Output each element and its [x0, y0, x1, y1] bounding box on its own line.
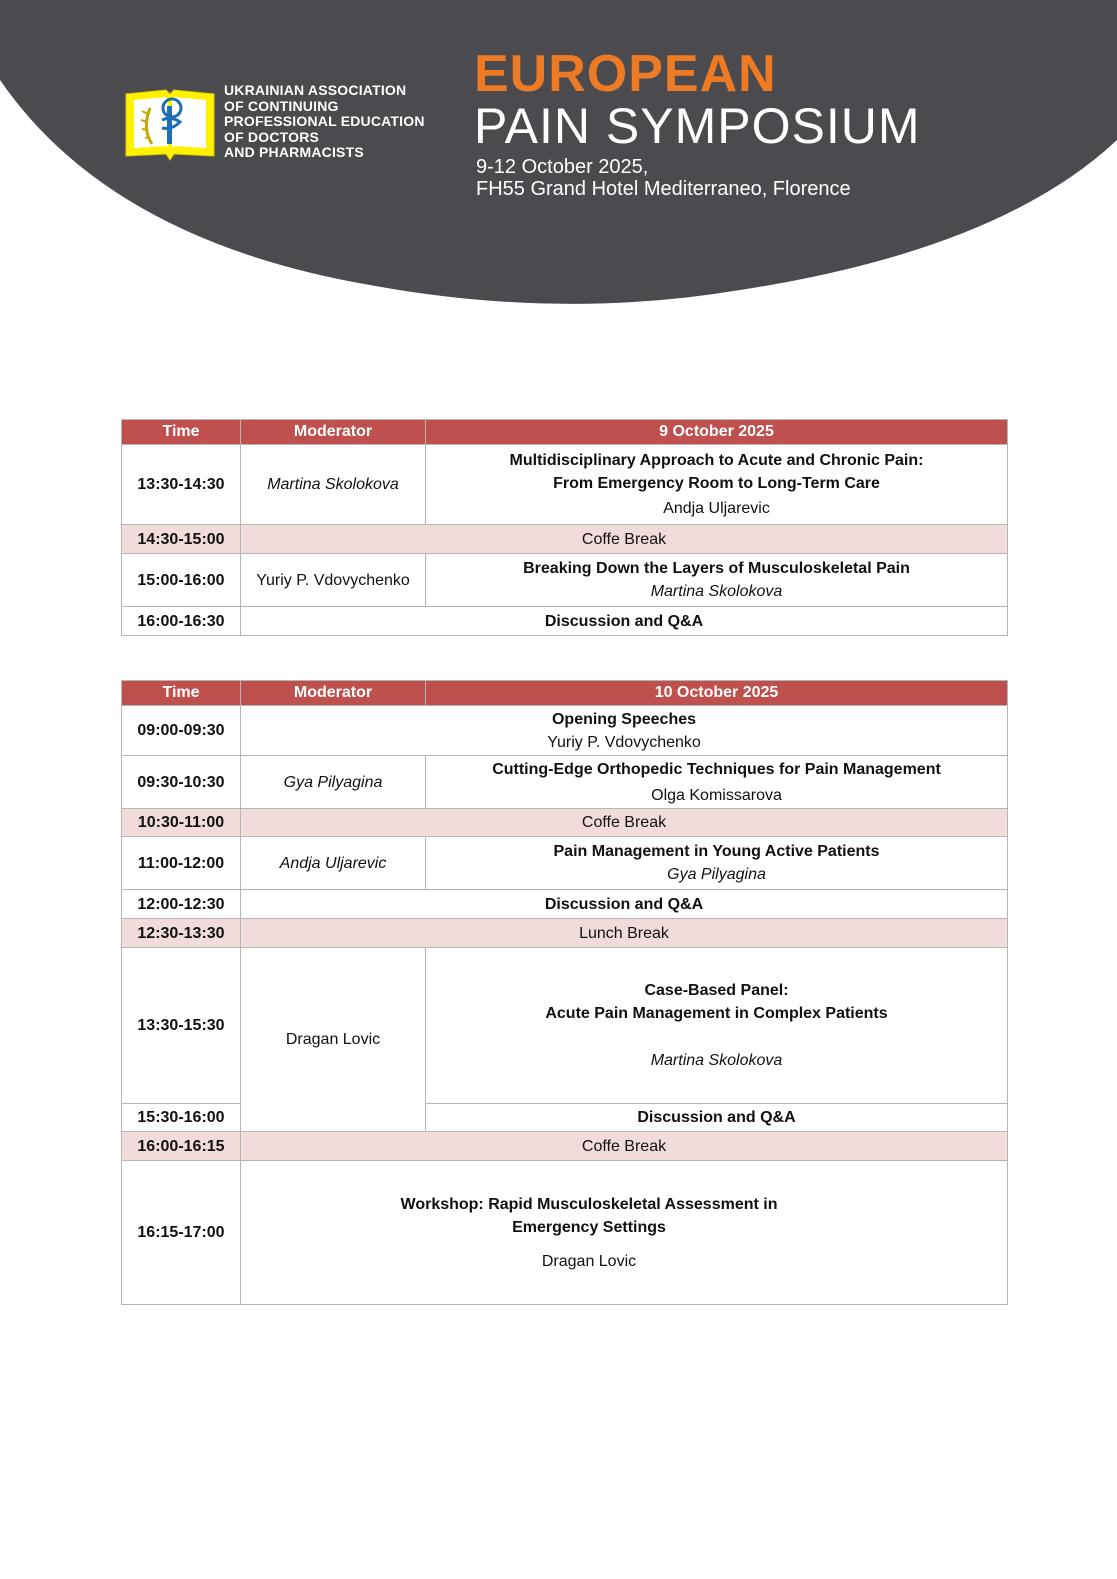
time-cell: 09:00-09:30	[122, 706, 241, 756]
session-title: Acute Pain Management in Complex Patients	[545, 1005, 888, 1022]
break-label: Coffe Break	[241, 1132, 1008, 1161]
session-title: From Emergency Room to Long-Term Care	[553, 475, 880, 492]
time-cell: 09:30-10:30	[122, 756, 241, 809]
session-title: Workshop: Rapid Musculoskeletal Assessment in	[400, 1195, 778, 1213]
time-cell: 12:30-13:30	[122, 919, 241, 948]
association-logo	[122, 84, 218, 162]
moderator-cell: Martina Skolokova	[241, 445, 426, 525]
table-row	[122, 1161, 1008, 1305]
session-title: Case-Based Panel:	[644, 982, 789, 999]
org-line: AND PHARMACISTS	[224, 144, 364, 160]
moderator-cell: Yuriy P. Vdovychenko	[241, 554, 426, 607]
time-cell: 15:30-16:00	[122, 1104, 241, 1132]
speaker-name: Andja Uljarevic	[663, 500, 770, 517]
break-row	[122, 525, 1008, 554]
table-row	[122, 607, 1008, 636]
time-cell: 16:00-16:15	[122, 1132, 241, 1161]
session-title: Pain Management in Young Active Patients	[553, 843, 880, 860]
moderator-cell: Gya Pilyagina	[241, 756, 426, 809]
speaker-name: Martina Skolokova	[650, 583, 783, 600]
speaker-name: Yuriy P. Vdovychenko	[547, 733, 701, 751]
table-row	[122, 948, 1008, 1104]
break-label: Lunch Break	[241, 919, 1008, 948]
break-row	[122, 1132, 1008, 1161]
event-title-european: EUROPEAN	[474, 45, 777, 103]
session-title: Emergency Settings	[512, 1218, 666, 1236]
break-row	[122, 809, 1008, 837]
event-dates: 9-12 October 2025,	[476, 156, 649, 178]
table-row	[122, 890, 1008, 919]
break-label: Coffe Break	[241, 525, 1008, 554]
column-header-moderator: Moderator	[241, 681, 426, 706]
session-cell	[241, 706, 1008, 756]
schedule-table-10-october	[121, 680, 1008, 1305]
column-header-moderator: Moderator	[241, 420, 426, 445]
column-header-time: Time	[122, 681, 241, 706]
speaker-name: Martina Skolokova	[650, 1052, 783, 1069]
table-header-row	[122, 420, 1008, 445]
session-cell	[426, 756, 1008, 809]
speaker-name: Olga Komissarova	[651, 786, 782, 804]
column-header-date: 10 October 2025	[426, 681, 1008, 706]
session-title: Opening Speeches	[551, 710, 697, 728]
organization-name	[224, 83, 464, 161]
column-header-date: 9 October 2025	[426, 420, 1008, 445]
discussion-label: Discussion and Q&A	[241, 890, 1008, 919]
time-cell: 15:00-16:00	[122, 554, 241, 607]
session-cell	[426, 948, 1008, 1104]
time-cell: 12:00-12:30	[122, 890, 241, 919]
moderator-cell: Andja Uljarevic	[241, 837, 426, 890]
time-cell: 13:30-15:30	[122, 948, 241, 1104]
column-header-time: Time	[122, 420, 241, 445]
break-label: Coffe Break	[241, 809, 1008, 837]
org-line: PROFESSIONAL EDUCATION	[224, 113, 425, 129]
session-title: Cutting-Edge Orthopedic Techniques for Pain Management	[492, 760, 941, 778]
time-cell: 10:30-11:00	[122, 809, 241, 837]
schedule-table-9-october	[121, 419, 1008, 636]
org-line: OF DOCTORS	[224, 128, 320, 145]
table-row	[122, 837, 1008, 890]
table-header-row	[122, 681, 1008, 706]
break-row	[122, 919, 1008, 948]
session-cell	[241, 1161, 1008, 1305]
speaker-name: Dragan Lovic	[541, 1252, 637, 1270]
session-title: Multidisciplinary Approach to Acute and Chronic Pain:	[509, 452, 924, 469]
time-cell: 16:00-16:30	[122, 607, 241, 636]
time-cell: 11:00-12:00	[122, 837, 241, 890]
table-row	[122, 706, 1008, 756]
event-title-pain-symposium: PAIN SYMPOSIUM	[474, 98, 921, 154]
table-row	[122, 554, 1008, 607]
time-cell: 16:15-17:00	[122, 1161, 241, 1305]
discussion-label: Discussion and Q&A	[241, 607, 1008, 636]
moderator-cell: Dragan Lovic	[241, 948, 426, 1132]
event-venue: FH55 Grand Hotel Mediterraneo, Florence	[476, 178, 851, 200]
time-cell: 14:30-15:00	[122, 525, 241, 554]
speaker-name: Gya Pilyagina	[667, 866, 766, 883]
table-row	[122, 445, 1008, 525]
session-cell	[426, 837, 1008, 890]
session-cell	[426, 445, 1008, 525]
org-line: UKRAINIAN ASSOCIATION	[224, 82, 407, 98]
session-cell	[426, 554, 1008, 607]
time-cell: 13:30-14:30	[122, 445, 241, 525]
table-row	[122, 756, 1008, 809]
discussion-label: Discussion and Q&A	[426, 1104, 1008, 1132]
session-title: Breaking Down the Layers of Musculoskeletal Pain	[523, 560, 910, 577]
org-line: OF CONTINUING	[224, 97, 339, 114]
